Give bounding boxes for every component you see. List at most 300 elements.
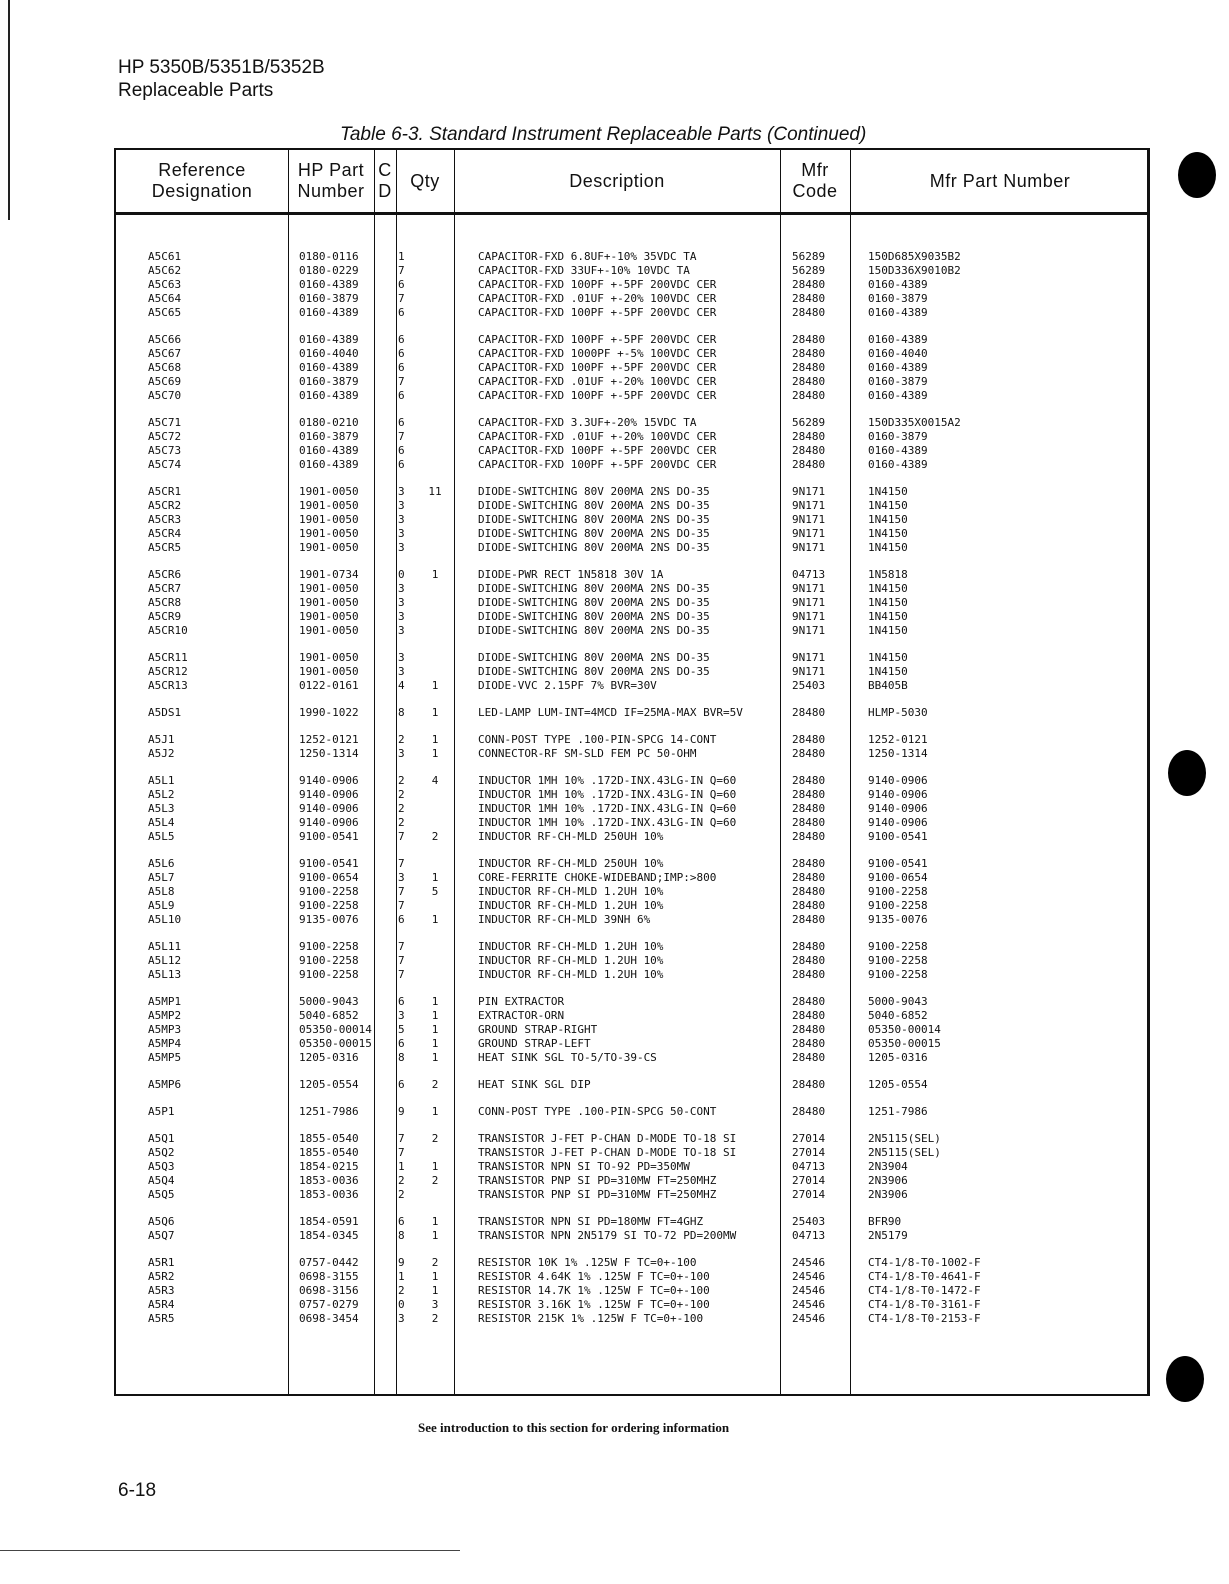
- mfr-part-number-cell: 9140-0906: [868, 816, 928, 829]
- cd-cell: 6: [398, 913, 405, 926]
- row-group: [116, 651, 1147, 693]
- description-cell: INDUCTOR RF-CH-MLD 1.2UH 10%: [478, 885, 664, 898]
- description-cell: DIODE-SWITCHING 80V 200MA 2NS DO-35: [478, 485, 710, 498]
- mfr-code-cell: 28480: [792, 458, 826, 471]
- cd-cell: 7: [398, 968, 405, 981]
- mfr-code-cell: 28480: [792, 774, 826, 787]
- table-row: [116, 292, 1147, 306]
- page-number: 6-18: [118, 1480, 157, 1501]
- table-row: [116, 1023, 1147, 1037]
- mfr-part-number-cell: 1251-7986: [868, 1105, 928, 1118]
- qty-cell: 1: [431, 1037, 439, 1050]
- table-header-row: [116, 150, 1147, 215]
- mfr-part-number-cell: 1N4150: [868, 499, 908, 512]
- mfr-code-cell: 9N171: [792, 527, 826, 540]
- qty-cell: 1: [431, 1215, 439, 1228]
- ref-designation-cell: A5L4: [148, 816, 175, 829]
- hp-part-number-cell: 0160-4389: [299, 389, 359, 402]
- cd-cell: 6: [398, 278, 405, 291]
- cd-cell: 2: [398, 1284, 405, 1297]
- qty-cell: 2: [431, 1256, 439, 1269]
- cd-cell: 7: [398, 857, 405, 870]
- table-row: [116, 899, 1147, 913]
- mfr-code-cell: 28480: [792, 968, 826, 981]
- hp-part-number-cell: 0180-0210: [299, 416, 359, 429]
- table-row: [116, 995, 1147, 1009]
- description-cell: RESISTOR 14.7K 1% .125W F TC=0+-100: [478, 1284, 710, 1297]
- qty-cell: 1: [431, 1270, 439, 1283]
- description-cell: CAPACITOR-FXD 33UF+-10% 10VDC TA: [478, 264, 690, 277]
- description-cell: CORE-FERRITE CHOKE-WIDEBAND;IMP:>800: [478, 871, 717, 884]
- mfr-code-cell: 28480: [792, 1023, 826, 1036]
- hp-part-number-cell: 1901-0050: [299, 582, 359, 595]
- hp-part-number-cell: 1855-0540: [299, 1146, 359, 1159]
- mfr-code-cell: 04713: [792, 1229, 826, 1242]
- description-cell: HEAT SINK SGL DIP: [478, 1078, 591, 1091]
- mfr-part-number-cell: 2N3906: [868, 1174, 908, 1187]
- ref-designation-cell: A5C63: [148, 278, 182, 291]
- mfr-part-number-cell: 1N4150: [868, 527, 908, 540]
- mfr-part-number-cell: CT4-1/8-T0-3161-F: [868, 1298, 981, 1311]
- table-row: [116, 1284, 1147, 1298]
- qty-cell: 1: [431, 1009, 439, 1022]
- table-row: [116, 264, 1147, 278]
- cd-cell: 6: [398, 1037, 405, 1050]
- hp-part-number-cell: 1855-0540: [299, 1132, 359, 1145]
- row-group: [116, 995, 1147, 1065]
- ref-designation-cell: A5Q1: [148, 1132, 175, 1145]
- table-row: [116, 444, 1147, 458]
- cd-cell: 6: [398, 444, 405, 457]
- table-row: [116, 568, 1147, 582]
- table-row: [116, 1078, 1147, 1092]
- ref-designation-cell: A5CR3: [148, 513, 182, 526]
- hp-part-number-cell: 9100-2258: [299, 885, 359, 898]
- ref-designation-cell: A5CR9: [148, 610, 182, 623]
- qty-cell: 1: [431, 706, 439, 719]
- qty-cell: 1: [431, 1051, 439, 1064]
- bottom-rule: [0, 1550, 460, 1551]
- description-cell: DIODE-SWITCHING 80V 200MA 2NS DO-35: [478, 582, 710, 595]
- qty-cell: 1: [431, 913, 439, 926]
- mfr-code-cell: 9N171: [792, 582, 826, 595]
- cd-cell: 7: [398, 375, 405, 388]
- description-cell: RESISTOR 10K 1% .125W F TC=0+-100: [478, 1256, 697, 1269]
- cd-cell: 8: [398, 1229, 405, 1242]
- ref-designation-cell: A5J2: [148, 747, 175, 760]
- description-cell: INDUCTOR RF-CH-MLD 250UH 10%: [478, 857, 664, 870]
- mfr-part-number-cell: 0160-4389: [868, 361, 928, 374]
- table-row: [116, 485, 1147, 499]
- table-row: [116, 1174, 1147, 1188]
- description-cell: CAPACITOR-FXD 100PF +-5PF 200VDC CER: [478, 361, 717, 374]
- cd-cell: 7: [398, 1132, 405, 1145]
- qty-cell: 2: [431, 1174, 439, 1187]
- ref-designation-cell: A5C72: [148, 430, 182, 443]
- row-group: [116, 733, 1147, 761]
- mfr-code-cell: 24546: [792, 1256, 826, 1269]
- mfr-code-cell: 28480: [792, 899, 826, 912]
- mfr-code-cell: 28480: [792, 788, 826, 801]
- qty-cell: 1: [431, 733, 439, 746]
- qty-cell: 2: [431, 1312, 439, 1325]
- description-cell: INDUCTOR 1MH 10% .172D-INX.43LG-IN Q=60: [478, 788, 737, 801]
- mfr-part-number-cell: 2N5115(SEL): [868, 1132, 941, 1145]
- ref-designation-cell: A5C70: [148, 389, 182, 402]
- description-cell: DIODE-SWITCHING 80V 200MA 2NS DO-35: [478, 541, 710, 554]
- mfr-code-cell: 28480: [792, 1037, 826, 1050]
- ref-designation-cell: A5L5: [148, 830, 175, 843]
- cd-cell: 0: [398, 568, 405, 581]
- hp-part-number-cell: 1901-0050: [299, 513, 359, 526]
- table-row: [116, 596, 1147, 610]
- mfr-part-number-cell: CT4-1/8-T0-4641-F: [868, 1270, 981, 1283]
- description-cell: CAPACITOR-FXD 100PF +-5PF 200VDC CER: [478, 458, 717, 471]
- table-row: [116, 610, 1147, 624]
- cd-cell: 3: [398, 624, 405, 637]
- table-row: [116, 527, 1147, 541]
- hp-part-number-cell: 1901-0050: [299, 624, 359, 637]
- description-cell: INDUCTOR 1MH 10% .172D-INX.43LG-IN Q=60: [478, 802, 737, 815]
- hp-part-number-cell: 9100-2258: [299, 968, 359, 981]
- cd-cell: 7: [398, 430, 405, 443]
- qty-cell: 1: [431, 1284, 439, 1297]
- ref-designation-cell: A5CR1: [148, 485, 182, 498]
- qty-cell: 1: [431, 871, 439, 884]
- mfr-code-cell: 28480: [792, 292, 826, 305]
- row-group: [116, 1215, 1147, 1243]
- ref-designation-cell: A5MP4: [148, 1037, 182, 1050]
- cd-cell: 1: [398, 250, 405, 263]
- ref-designation-cell: A5L11: [148, 940, 182, 953]
- table-row: [116, 306, 1147, 320]
- hp-part-number-cell: 1901-0050: [299, 596, 359, 609]
- table-row: [116, 1009, 1147, 1023]
- ref-designation-cell: A5C74: [148, 458, 182, 471]
- mfr-part-number-cell: 1N4150: [868, 610, 908, 623]
- hp-part-number-cell: 0698-3156: [299, 1284, 359, 1297]
- ref-designation-cell: A5MP6: [148, 1078, 182, 1091]
- cd-cell: 2: [398, 802, 405, 815]
- mfr-code-cell: 28480: [792, 885, 826, 898]
- hp-part-number-cell: 0160-4389: [299, 306, 359, 319]
- mfr-part-number-cell: 0160-4389: [868, 278, 928, 291]
- row-group: [116, 250, 1147, 320]
- ref-designation-cell: A5L2: [148, 788, 175, 801]
- mfr-code-cell: 25403: [792, 679, 826, 692]
- table-body: [116, 250, 1147, 1339]
- description-cell: TRANSISTOR PNP SI PD=310MW FT=250MHZ: [478, 1174, 717, 1187]
- mfr-code-cell: 9N171: [792, 513, 826, 526]
- mfr-part-number-cell: 9140-0906: [868, 774, 928, 787]
- manual-title: HP 5350B/5351B/5352B: [118, 57, 325, 78]
- table-row: [116, 788, 1147, 802]
- mfr-part-number-cell: 1N4150: [868, 485, 908, 498]
- ref-designation-cell: A5C62: [148, 264, 182, 277]
- mfr-code-cell: 27014: [792, 1174, 826, 1187]
- description-cell: RESISTOR 215K 1% .125W F TC=0+-100: [478, 1312, 704, 1325]
- description-cell: CAPACITOR-FXD 6.8UF+-10% 35VDC TA: [478, 250, 697, 263]
- description-cell: DIODE-SWITCHING 80V 200MA 2NS DO-35: [478, 513, 710, 526]
- table-row: [116, 1051, 1147, 1065]
- mfr-code-cell: 28480: [792, 278, 826, 291]
- table-row: [116, 830, 1147, 844]
- ref-designation-cell: A5MP5: [148, 1051, 182, 1064]
- mfr-part-number-cell: 0160-4040: [868, 347, 928, 360]
- table-row: [116, 1229, 1147, 1243]
- mfr-code-cell: 9N171: [792, 499, 826, 512]
- ref-designation-cell: A5L7: [148, 871, 175, 884]
- ref-designation-cell: A5MP2: [148, 1009, 182, 1022]
- ref-designation-cell: A5CR6: [148, 568, 182, 581]
- ref-designation-cell: A5CR7: [148, 582, 182, 595]
- description-cell: INDUCTOR RF-CH-MLD 1.2UH 10%: [478, 899, 664, 912]
- description-cell: DIODE-SWITCHING 80V 200MA 2NS DO-35: [478, 665, 710, 678]
- cd-cell: 4: [398, 679, 405, 692]
- description-cell: CONNECTOR-RF SM-SLD FEM PC 50-OHM: [478, 747, 697, 760]
- table-row: [116, 1256, 1147, 1270]
- cd-cell: 2: [398, 788, 405, 801]
- cd-cell: 9: [398, 1105, 405, 1118]
- ref-designation-cell: A5CR12: [148, 665, 188, 678]
- table-row: [116, 250, 1147, 264]
- mfr-code-cell: 25403: [792, 1215, 826, 1228]
- mfr-code-cell: 28480: [792, 913, 826, 926]
- mfr-part-number-cell: 0160-3879: [868, 375, 928, 388]
- table-row: [116, 430, 1147, 444]
- table-row: [116, 1298, 1147, 1312]
- qty-cell: 5: [431, 885, 439, 898]
- table-row: [116, 885, 1147, 899]
- description-cell: CAPACITOR-FXD 100PF +-5PF 200VDC CER: [478, 278, 717, 291]
- mfr-part-number-cell: 1N4150: [868, 541, 908, 554]
- mfr-part-number-cell: 150D335X0015A2: [868, 416, 961, 429]
- mfr-part-number-cell: 1205-0554: [868, 1078, 928, 1091]
- qty-cell: 4: [431, 774, 439, 787]
- description-cell: CAPACITOR-FXD 1000PF +-5% 100VDC CER: [478, 347, 717, 360]
- mfr-code-cell: 28480: [792, 375, 826, 388]
- cd-cell: 7: [398, 885, 405, 898]
- mfr-code-cell: 27014: [792, 1146, 826, 1159]
- hp-part-number-cell: 1901-0050: [299, 651, 359, 664]
- mfr-code-cell: 9N171: [792, 610, 826, 623]
- cd-cell: 1: [398, 1270, 405, 1283]
- table-row: [116, 624, 1147, 638]
- binder-hole-mark: [1168, 750, 1206, 796]
- ref-designation-cell: A5MP3: [148, 1023, 182, 1036]
- hp-part-number-cell: 1990-1022: [299, 706, 359, 719]
- hp-part-number-cell: 9100-0654: [299, 871, 359, 884]
- hp-part-number-cell: 1901-0050: [299, 665, 359, 678]
- hp-part-number-cell: 0160-4040: [299, 347, 359, 360]
- mfr-part-number-cell: 9135-0076: [868, 913, 928, 926]
- ref-designation-cell: A5C61: [148, 250, 182, 263]
- cd-cell: 5: [398, 1023, 405, 1036]
- mfr-code-cell: 28480: [792, 444, 826, 457]
- row-group: [116, 1132, 1147, 1202]
- table-row: [116, 513, 1147, 527]
- hp-part-number-cell: 0180-0229: [299, 264, 359, 277]
- description-cell: TRANSISTOR NPN SI TO-92 PD=350MW: [478, 1160, 690, 1173]
- mfr-part-number-cell: CT4-1/8-T0-2153-F: [868, 1312, 981, 1325]
- table-row: [116, 968, 1147, 982]
- description-cell: RESISTOR 3.16K 1% .125W F TC=0+-100: [478, 1298, 710, 1311]
- mfr-part-number-cell: 1N4150: [868, 513, 908, 526]
- cd-cell: 3: [398, 747, 405, 760]
- ref-designation-cell: A5MP1: [148, 995, 182, 1008]
- ordering-footnote: See introduction to this section for ordering information: [418, 1420, 730, 1435]
- cd-cell: 7: [398, 292, 405, 305]
- hp-part-number-cell: 1854-0215: [299, 1160, 359, 1173]
- description-cell: INDUCTOR 1MH 10% .172D-INX.43LG-IN Q=60: [478, 816, 737, 829]
- mfr-part-number-cell: 9100-2258: [868, 968, 928, 981]
- mfr-part-number-cell: 05350-00014: [868, 1023, 941, 1036]
- table-row: [116, 679, 1147, 693]
- ref-designation-cell: A5Q2: [148, 1146, 175, 1159]
- ref-designation-cell: A5L12: [148, 954, 182, 967]
- cd-cell: 3: [398, 527, 405, 540]
- qty-cell: 2: [431, 1078, 439, 1091]
- mfr-code-cell: 9N171: [792, 651, 826, 664]
- description-cell: CAPACITOR-FXD .01UF +-20% 100VDC CER: [478, 430, 717, 443]
- hp-part-number-cell: 0160-4389: [299, 278, 359, 291]
- cd-cell: 3: [398, 513, 405, 526]
- mfr-code-cell: 24546: [792, 1284, 826, 1297]
- mfr-part-number-cell: 150D685X9035B2: [868, 250, 961, 263]
- mfr-code-cell: 28480: [792, 306, 826, 319]
- cd-cell: 6: [398, 333, 405, 346]
- ref-designation-cell: A5L13: [148, 968, 182, 981]
- cd-cell: 3: [398, 1009, 405, 1022]
- ref-designation-cell: A5CR8: [148, 596, 182, 609]
- cd-cell: 2: [398, 816, 405, 829]
- mfr-part-number-cell: 2N5115(SEL): [868, 1146, 941, 1159]
- cd-cell: 3: [398, 610, 405, 623]
- mfr-part-number-cell: 1N4150: [868, 665, 908, 678]
- table-row: [116, 1312, 1147, 1326]
- mfr-code-cell: 28480: [792, 1009, 826, 1022]
- mfr-code-cell: 28480: [792, 816, 826, 829]
- cd-cell: 8: [398, 1051, 405, 1064]
- mfr-code-cell: 28480: [792, 871, 826, 884]
- cd-cell: 6: [398, 995, 405, 1008]
- ref-designation-cell: A5C65: [148, 306, 182, 319]
- mfr-code-cell: 28480: [792, 1105, 826, 1118]
- table-row: [116, 1105, 1147, 1119]
- cd-cell: 2: [398, 774, 405, 787]
- hp-part-number-cell: 0160-4389: [299, 361, 359, 374]
- hp-part-number-cell: 1853-0036: [299, 1188, 359, 1201]
- row-group: [116, 333, 1147, 403]
- hp-part-number-cell: 1205-0316: [299, 1051, 359, 1064]
- mfr-code-cell: 9N171: [792, 665, 826, 678]
- cd-cell: 3: [398, 651, 405, 664]
- hp-part-number-cell: 0698-3155: [299, 1270, 359, 1283]
- mfr-code-cell: 24546: [792, 1312, 826, 1325]
- table-row: [116, 665, 1147, 679]
- cd-cell: 3: [398, 541, 405, 554]
- description-cell: CAPACITOR-FXD .01UF +-20% 100VDC CER: [478, 375, 717, 388]
- ref-designation-cell: A5C66: [148, 333, 182, 346]
- qty-cell: 1: [431, 1023, 439, 1036]
- header-description: Description: [569, 170, 665, 191]
- row-group: [116, 568, 1147, 638]
- mfr-part-number-cell: 0160-4389: [868, 306, 928, 319]
- mfr-code-cell: 04713: [792, 1160, 826, 1173]
- mfr-code-cell: 28480: [792, 430, 826, 443]
- table-row: [116, 871, 1147, 885]
- mfr-part-number-cell: 1252-0121: [868, 733, 928, 746]
- table-row: [116, 1146, 1147, 1160]
- ref-designation-cell: A5C71: [148, 416, 182, 429]
- table-row: [116, 333, 1147, 347]
- table-row: [116, 954, 1147, 968]
- hp-part-number-cell: 0160-3879: [299, 375, 359, 388]
- description-cell: DIODE-SWITCHING 80V 200MA 2NS DO-35: [478, 499, 710, 512]
- cd-cell: 3: [398, 485, 405, 498]
- cd-cell: 6: [398, 1215, 405, 1228]
- description-cell: DIODE-SWITCHING 80V 200MA 2NS DO-35: [478, 596, 710, 609]
- cd-cell: 6: [398, 458, 405, 471]
- table-row: [116, 940, 1147, 954]
- description-cell: CAPACITOR-FXD 100PF +-5PF 200VDC CER: [478, 389, 717, 402]
- hp-part-number-cell: 0122-0161: [299, 679, 359, 692]
- description-cell: RESISTOR 4.64K 1% .125W F TC=0+-100: [478, 1270, 710, 1283]
- hp-part-number-cell: 05350-00015: [299, 1037, 372, 1050]
- page-header: [118, 56, 325, 102]
- description-cell: HEAT SINK SGL TO-5/TO-39-CS: [478, 1051, 657, 1064]
- ref-designation-cell: A5R5: [148, 1312, 175, 1325]
- parts-table: [114, 148, 1150, 1396]
- row-group: [116, 706, 1147, 720]
- qty-cell: 2: [431, 830, 439, 843]
- description-cell: INDUCTOR RF-CH-MLD 1.2UH 10%: [478, 940, 664, 953]
- hp-part-number-cell: 1901-0734: [299, 568, 359, 581]
- cd-cell: 6: [398, 416, 405, 429]
- hp-part-number-cell: 0160-4389: [299, 333, 359, 346]
- table-row: [116, 541, 1147, 555]
- table-row: [116, 347, 1147, 361]
- row-group: [116, 774, 1147, 844]
- description-cell: DIODE-SWITCHING 80V 200MA 2NS DO-35: [478, 527, 710, 540]
- ref-designation-cell: A5Q3: [148, 1160, 175, 1173]
- ref-designation-cell: A5CR4: [148, 527, 182, 540]
- description-cell: CAPACITOR-FXD 100PF +-5PF 200VDC CER: [478, 306, 717, 319]
- mfr-part-number-cell: 9100-0654: [868, 871, 928, 884]
- mfr-part-number-cell: BFR90: [868, 1215, 902, 1228]
- hp-part-number-cell: 9140-0906: [299, 774, 359, 787]
- mfr-part-number-cell: 9100-2258: [868, 940, 928, 953]
- mfr-part-number-cell: 2N3904: [868, 1160, 908, 1173]
- hp-part-number-cell: 9100-2258: [299, 954, 359, 967]
- mfr-part-number-cell: 5000-9043: [868, 995, 928, 1008]
- description-cell: CAPACITOR-FXD 3.3UF+-20% 15VDC TA: [478, 416, 697, 429]
- mfr-code-cell: 28480: [792, 940, 826, 953]
- qty-cell: 3: [431, 1298, 439, 1311]
- mfr-code-cell: 56289: [792, 416, 826, 429]
- mfr-part-number-cell: 1N4150: [868, 582, 908, 595]
- mfr-code-cell: 24546: [792, 1270, 826, 1283]
- hp-part-number-cell: 5040-6852: [299, 1009, 359, 1022]
- ref-designation-cell: A5C68: [148, 361, 182, 374]
- hp-part-number-cell: 0180-0116: [299, 250, 359, 263]
- qty-cell: 1: [431, 568, 439, 581]
- hp-part-number-cell: 5000-9043: [299, 995, 359, 1008]
- header-cd: C D: [378, 160, 392, 201]
- hp-part-number-cell: 9140-0906: [299, 802, 359, 815]
- mfr-part-number-cell: 9140-0906: [868, 802, 928, 815]
- table-row: [116, 1188, 1147, 1202]
